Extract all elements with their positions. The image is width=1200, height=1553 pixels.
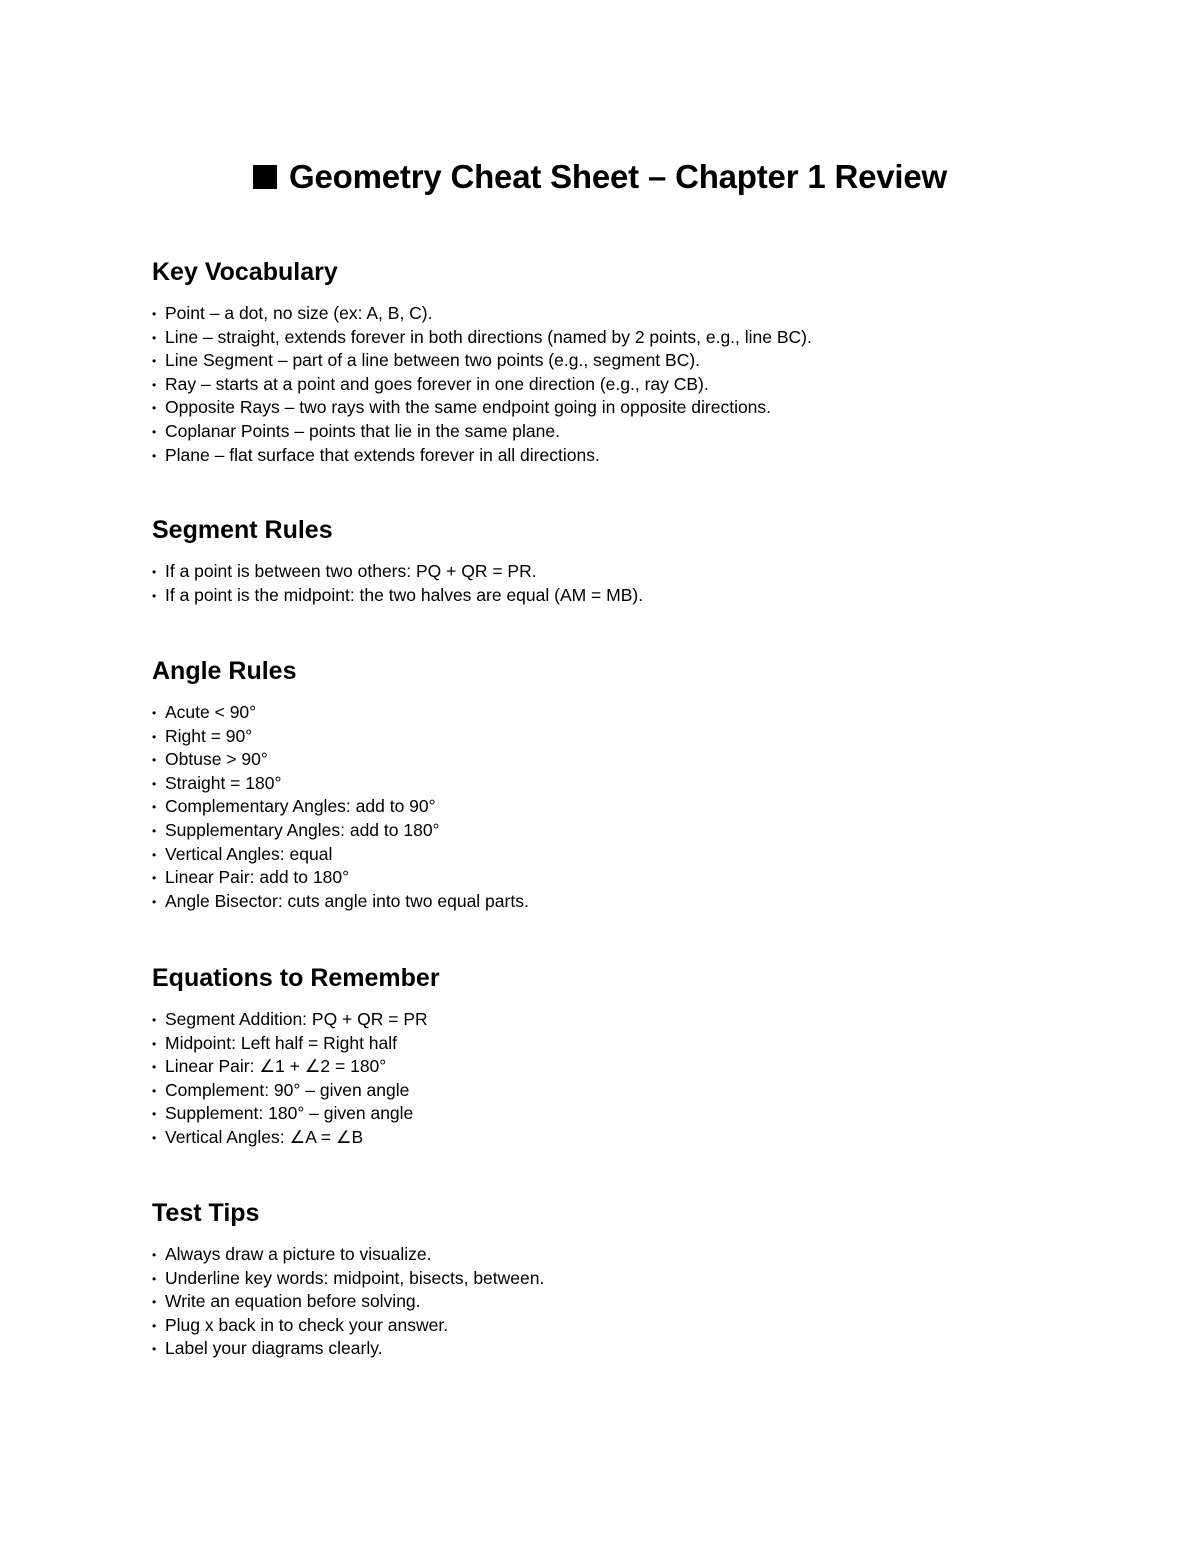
bullet-icon: •: [152, 448, 157, 463]
bullet-icon: •: [152, 776, 157, 791]
bullet-icon: •: [152, 800, 157, 815]
list-item: • Vertical Angles: ∠A = ∠B: [152, 1126, 1052, 1150]
list-item: • Ray – starts at a point and goes forever in one direction (e.g., ray CB).: [152, 373, 1052, 397]
bullet-icon: •: [152, 706, 157, 720]
bullet-icon: •: [152, 354, 157, 369]
list-item: • Complement: 90° – given angle: [152, 1079, 1052, 1103]
list-item: • Line Segment – part of a line between two points (e.g., segment BC).: [152, 349, 1052, 373]
bullet-icon: •: [152, 588, 157, 603]
bullet-icon: •: [152, 1342, 157, 1357]
section-heading: Segment Rules: [152, 516, 333, 544]
section-angle-rules: [152, 655, 1052, 913]
list-item: • Segment Addition: PQ + QR = PR: [152, 1008, 1052, 1032]
list-item: • Supplementary Angles: add to 180°: [152, 819, 1052, 843]
bullet-icon: •: [152, 330, 157, 345]
bullet-icon: •: [152, 424, 157, 439]
item-list: [152, 701, 1052, 913]
bullet-icon: •: [152, 377, 157, 392]
list-item: • Write an equation before solving.: [152, 1290, 1052, 1314]
list-item: • Opposite Rays – two rays with the same endpoint going in opposite directions.: [152, 396, 1052, 420]
bullet-icon: •: [152, 1036, 157, 1051]
page-title: [0, 155, 1200, 199]
list-item: • Vertical Angles: equal: [152, 843, 1052, 867]
section-test-tips: [152, 1197, 1052, 1361]
black-square-icon: [253, 165, 277, 189]
bullet-icon: •: [152, 894, 157, 909]
bullet-icon: •: [152, 307, 157, 321]
bullet-icon: •: [152, 1013, 157, 1027]
bullet-icon: •: [152, 401, 157, 416]
list-item: • Supplement: 180° – given angle: [152, 1102, 1052, 1126]
bullet-icon: •: [152, 1060, 157, 1075]
bullet-icon: •: [152, 847, 157, 862]
list-item: • Linear Pair: add to 180°: [152, 866, 1052, 890]
list-item: • Plane – flat surface that extends forever in all directions.: [152, 444, 1052, 468]
list-item: • Straight = 180°: [152, 772, 1052, 796]
bullet-icon: •: [152, 1083, 157, 1098]
section-key-vocabulary: [152, 256, 1052, 467]
list-item: • Line – straight, extends forever in both directions (named by 2 points, e.g., line BC).: [152, 326, 1052, 350]
page-title-text: Geometry Cheat Sheet – Chapter 1 Review: [289, 158, 947, 195]
section-heading: Test Tips: [152, 1199, 260, 1227]
bullet-icon: •: [152, 1271, 157, 1286]
bullet-icon: •: [152, 823, 157, 838]
bullet-icon: •: [152, 1318, 157, 1333]
bullet-icon: •: [152, 1130, 157, 1145]
section-equations-to-remember: [152, 962, 1052, 1150]
bullet-icon: •: [152, 565, 157, 579]
section-heading: Key Vocabulary: [152, 258, 338, 286]
section-segment-rules: [152, 514, 1052, 607]
list-item: • Obtuse > 90°: [152, 748, 1052, 772]
bullet-icon: •: [152, 1295, 157, 1310]
bullet-icon: •: [152, 729, 157, 744]
list-item: • Coplanar Points – points that lie in the same plane.: [152, 420, 1052, 444]
list-item: • Point – a dot, no size (ex: A, B, C).: [152, 302, 1052, 326]
list-item: • Plug x back in to check your answer.: [152, 1314, 1052, 1338]
bullet-icon: •: [152, 1248, 157, 1262]
list-item: • Right = 90°: [152, 725, 1052, 749]
list-item: • Linear Pair: ∠1 + ∠2 = 180°: [152, 1055, 1052, 1079]
list-item: • Complementary Angles: add to 90°: [152, 795, 1052, 819]
bullet-icon: •: [152, 1107, 157, 1122]
item-list: [152, 560, 1052, 607]
item-list: [152, 302, 1052, 467]
item-list: [152, 1243, 1052, 1361]
section-heading: Angle Rules: [152, 657, 297, 685]
item-list: [152, 1008, 1052, 1150]
list-item: • If a point is the midpoint: the two halves are equal (AM = MB).: [152, 584, 1052, 608]
section-heading: Equations to Remember: [152, 964, 440, 992]
list-item: • Label your diagrams clearly.: [152, 1337, 1052, 1361]
list-item: • Underline key words: midpoint, bisects, between.: [152, 1267, 1052, 1291]
list-item: • Acute < 90°: [152, 701, 1052, 725]
list-item: • Angle Bisector: cuts angle into two equal parts.: [152, 890, 1052, 914]
list-item: • If a point is between two others: PQ + QR = PR.: [152, 560, 1052, 584]
bullet-icon: •: [152, 871, 157, 886]
list-item: • Midpoint: Left half = Right half: [152, 1032, 1052, 1056]
bullet-icon: •: [152, 753, 157, 768]
list-item: • Always draw a picture to visualize.: [152, 1243, 1052, 1267]
